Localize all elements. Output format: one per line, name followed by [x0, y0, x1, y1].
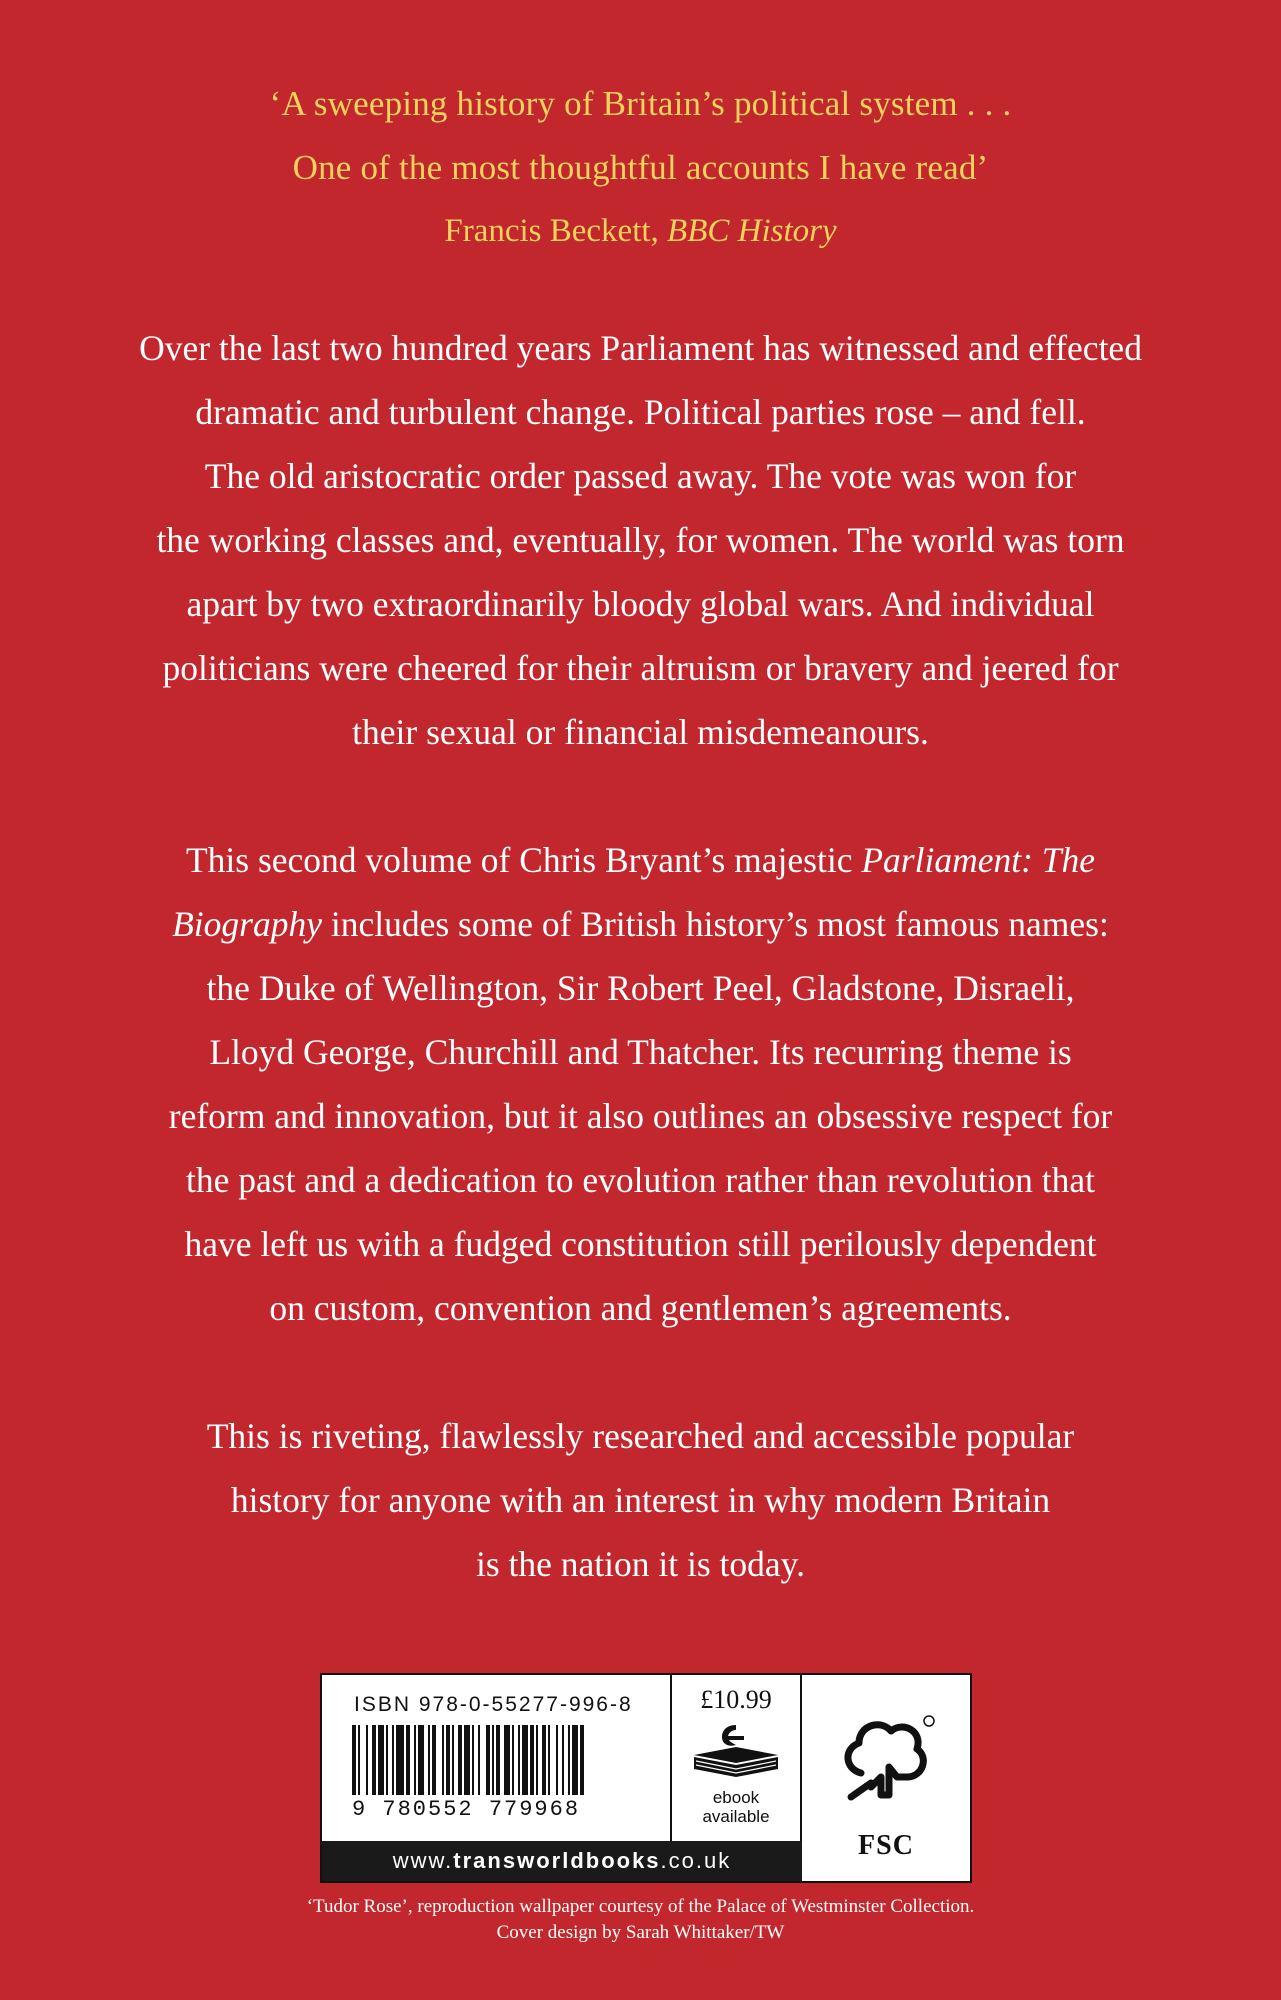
- blurb-line: their sexual or financial misdemeanours.: [352, 712, 929, 752]
- blurb-line: apart by two extraordinarily bloody global wars. And individual: [186, 584, 1095, 624]
- barcode-section: [322, 1675, 672, 1841]
- blurb-paragraph-3: [40, 1404, 1241, 1596]
- blurb-line: is the nation it is today.: [476, 1544, 805, 1584]
- price-section: [672, 1675, 802, 1841]
- blurb-line: the working classes and, eventually, for women. The world was torn: [156, 520, 1125, 560]
- fsc-tree-icon: [831, 1711, 941, 1829]
- blurb-paragraph-1: [40, 316, 1241, 764]
- blurb-paragraph-2: [40, 828, 1241, 1340]
- url-prefix: www.: [392, 1848, 454, 1873]
- publisher-url[interactable]: [322, 1841, 802, 1881]
- blurb-line: politicians were cheered for their altruism or bravery and jeered for: [162, 648, 1119, 688]
- blurb-line: reform and innovation, but it also outlines an obsessive respect for: [168, 1096, 1113, 1136]
- blurb-line: This is riveting, flawlessly researched and accessible popular: [206, 1416, 1075, 1456]
- book-title-part-1: Parliament: The: [861, 840, 1096, 880]
- quote-source: BBC History: [667, 213, 837, 249]
- blurb-line: Lloyd George, Churchill and Thatcher. Its recurring theme is: [209, 1032, 1072, 1072]
- ebook-icon: [690, 1721, 782, 1783]
- blurb-line: [40, 828, 1241, 892]
- url-suffix: .co.uk: [660, 1848, 732, 1873]
- isbn-label: ISBN 978-0-55277-996-8: [354, 1693, 633, 1716]
- credit-line-1: ‘Tudor Rose’, reproduction wallpaper courtesy of the Palace of Westminster Collection.: [306, 1896, 975, 1917]
- blurb-line: Over the last two hundred years Parliament has witnessed and effected: [139, 328, 1142, 368]
- blurb-line: on custom, convention and gentlemen’s agreements.: [269, 1288, 1012, 1328]
- blurb-line: have left us with a fudged constitution still perilously dependent: [184, 1224, 1097, 1264]
- quote-line-1: ‘A sweeping history of Britain’s political system . . .: [269, 84, 1012, 123]
- review-quote: [0, 72, 1281, 260]
- fsc-label: FSC: [858, 1830, 914, 1861]
- ebook-line-1: ebook: [712, 1788, 760, 1807]
- fsc-section: [802, 1675, 970, 1881]
- barcode-panel: [320, 1673, 972, 1883]
- url-domain: transworldbooks: [453, 1848, 661, 1873]
- quote-attribution: [0, 202, 1281, 260]
- blurb-line: the Duke of Wellington, Sir Robert Peel, Gladstone, Disraeli,: [206, 968, 1075, 1008]
- blurb-line: dramatic and turbulent change. Political parties rose – and fell.: [195, 392, 1086, 432]
- price-label: £10.99: [700, 1685, 772, 1714]
- credit-line-2: Cover design by Sarah Whittaker/TW: [496, 1922, 785, 1943]
- blurb-line: [40, 892, 1241, 956]
- barcode-digits: 9 780552 779968: [352, 1797, 581, 1822]
- blurb-line: The old aristocratic order passed away. The vote was won for: [204, 456, 1077, 496]
- blurb-text: This second volume of Chris Bryant’s majestic: [185, 840, 862, 880]
- blurb-line: history for anyone with an interest in why modern Britain: [230, 1480, 1051, 1520]
- blurb-text: includes some of British history’s most famous names:: [322, 904, 1109, 944]
- cover-credits: [0, 1894, 1281, 1946]
- blurb-line: the past and a dedication to evolution rather than revolution that: [186, 1160, 1095, 1200]
- quote-line-2: One of the most thoughtful accounts I have read’: [292, 148, 989, 187]
- barcode-icon: [352, 1725, 642, 1795]
- ebook-line-2: available: [702, 1807, 770, 1826]
- quote-author: Francis Beckett,: [444, 213, 668, 249]
- book-title-part-2: Biography: [172, 904, 322, 944]
